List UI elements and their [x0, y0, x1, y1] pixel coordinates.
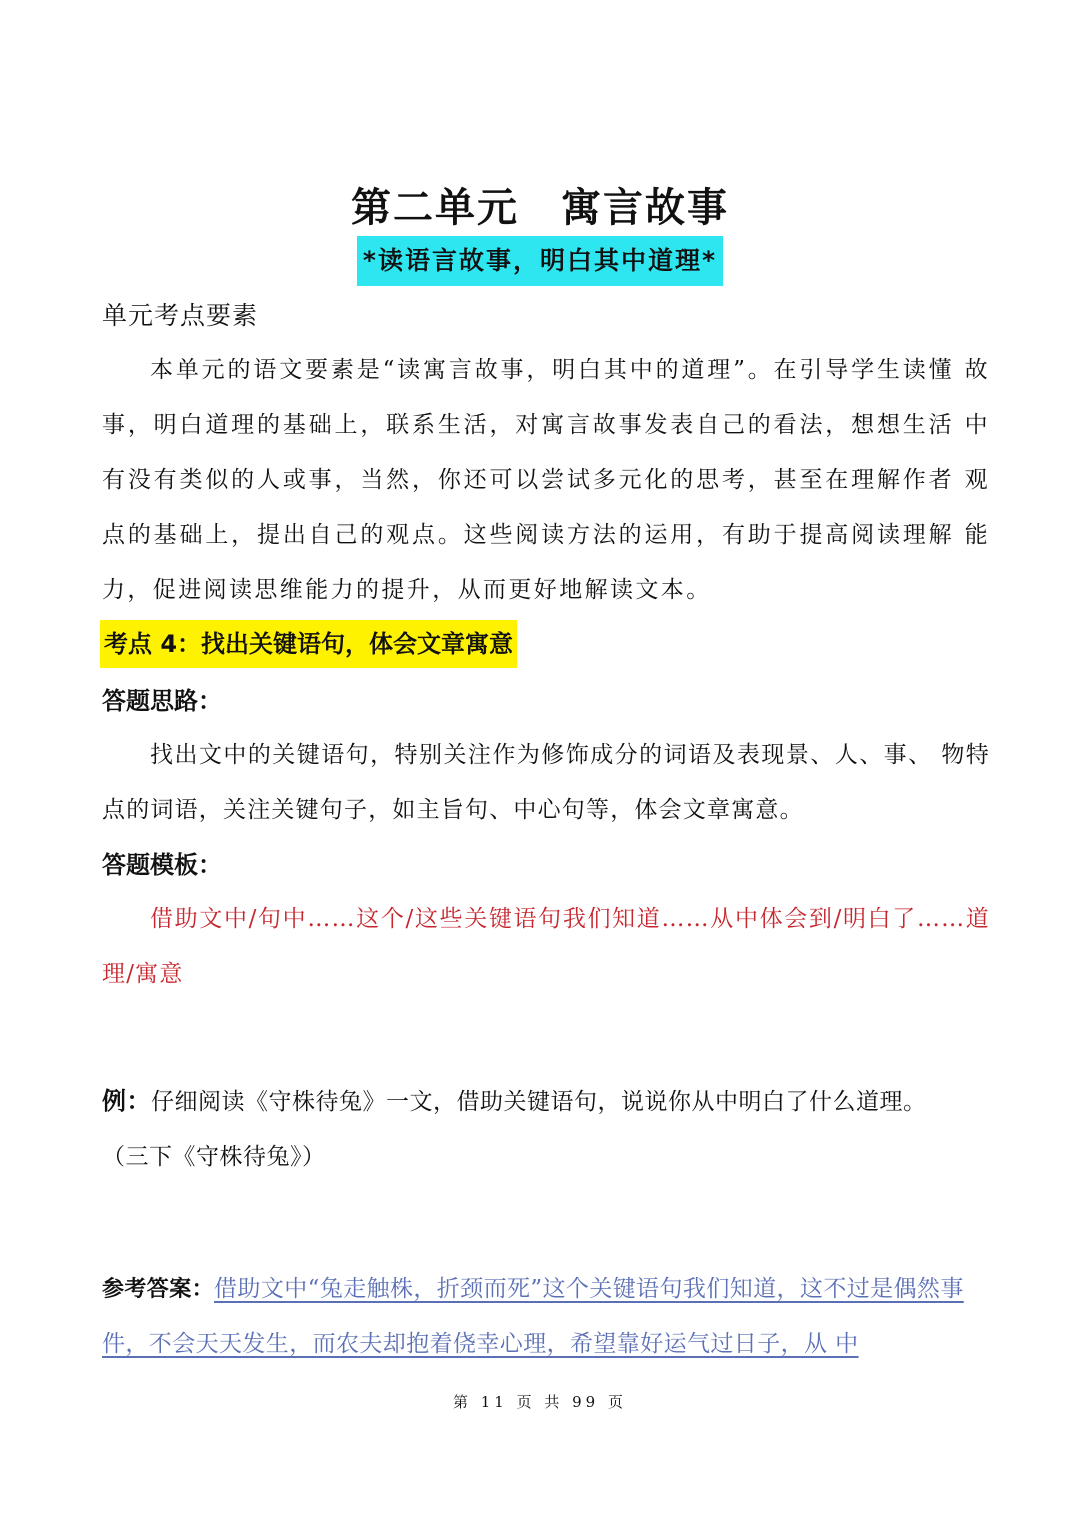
example-source: （三下《守株待兔》） — [102, 1144, 326, 1170]
subtitle-highlight: *读语言故事，明白其中道理* — [357, 236, 723, 286]
section-heading: 单元考点要素 — [102, 301, 259, 330]
example-text: 仔细阅读《守株待兔》一文，借助关键语句，说说你从中明白了什么道理。 — [151, 1089, 927, 1115]
answer-template-paragraph: 借助文中/句中……这个/这些关键语句我们知道……从中体会到/明白了……道理/寓意 — [102, 906, 990, 987]
answer-template-label: 答题模板： — [102, 851, 222, 879]
example-question — [102, 1074, 990, 1185]
example-label: 例： — [102, 1087, 151, 1115]
reference-answer — [102, 1262, 982, 1372]
answer-text: 借助文中“兔走触株，折颈而死”这个关键语句我们知道，这不过是偶然事件，不会天天发生，而农夫却抱着侥幸心理，希望靠好运气过日子，从 中 — [102, 1276, 964, 1357]
subtitle-container — [0, 236, 1080, 286]
answer-thinking-label: 答题思路： — [102, 687, 222, 715]
page-title: 第二单元 寓言故事 — [351, 185, 729, 231]
unit-intro-paragraph: 本单元的语文要素是“读寓言故事，明白其中的道理”。在引导学生读懂 故事，明白道理的基础上，联系生活，对寓言故事发表自己的看法，想想生活 中有没有类似的人或事，当然，你还可以尝试多元化的思考，甚至在理解作者 观点的基础上，提出自己的观点。这些阅读方法的运用，有助于提高阅读理解 能力，促进阅读思维能力的提升，从而更好地解读文本。 — [102, 357, 990, 603]
answer-thinking-paragraph: 找出文中的关键语句，特别关注作为修饰成分的词语及表现景、人、事、 物特点的词语，关注关键句子，如主旨句、中心句等，体会文章寓意。 — [102, 742, 990, 823]
keypoint-heading: 考点 4：找出关键语句，体会文章寓意 — [100, 620, 517, 668]
keypoint-container — [100, 620, 517, 668]
page-number-footer: 第 11 页 共 99 页 — [452, 1393, 627, 1411]
answer-label: 参考答案： — [102, 1277, 215, 1302]
